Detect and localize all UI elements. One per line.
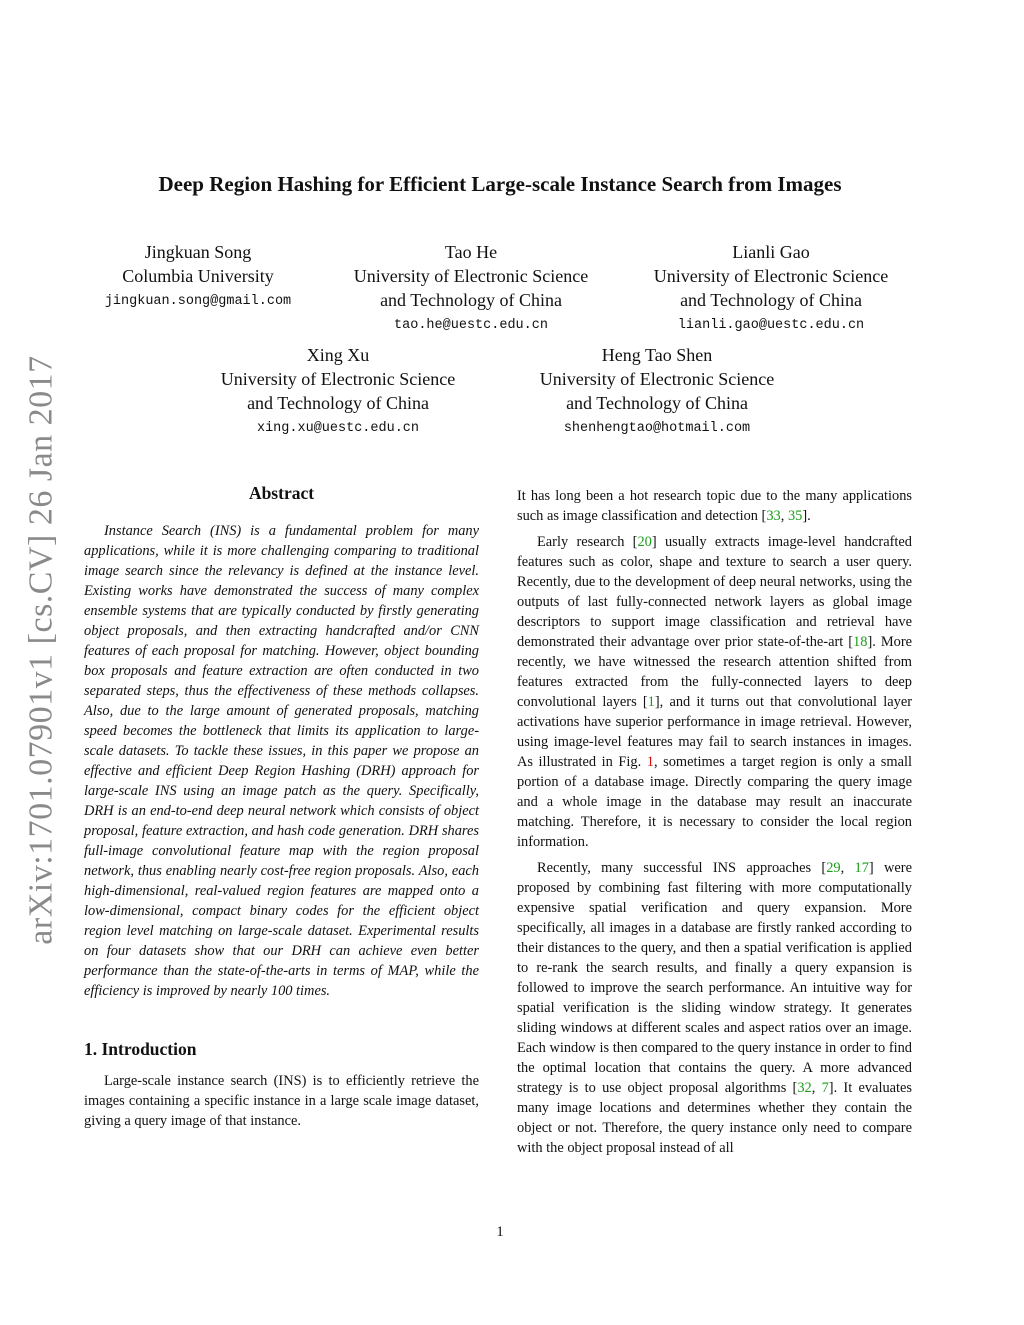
author-block xyxy=(631,240,911,336)
body-paragraph: Early research [20] usually extracts image-level handcrafted features such as color, shape and texture to search a user query. Recently, due to the development of deep neural networks, using the outputs of last fully-connected network layers as global image descriptors to support image classification and retrieval have demonstrated their advantage over prior state-of-the-art [18]. More recently, we have witnessed the research attention shifted from features extracted from the fully-connected layers to deep convolutional layers [1], and it turns out that convolutional layer activations have superior performance in image retrieval. However, using image-level features may fail to search instances in images. As illustrated in Fig. 1, sometimes a target region is only a small portion of a database image. Directly comparing the query image and a whole image in the database may result an inaccurate matching. Therefore, it is necessary to consider the local region information. xyxy=(517,534,912,850)
page-number: 1 xyxy=(496,1224,504,1240)
author-affiliation: and Technology of China xyxy=(380,290,562,310)
abstract-text: Instance Search (INS) is a fundamental problem for many applications, while it is more challenging comparing to traditional image search since the relevancy is defined at the instance level. Existing works have demonstrated the success of many complex ensemble systems that are typically conducted by firstly generating object proposals, and then extracting handcrafted and/or CNN features of each proposal for matching. However, object bounding box proposals and feature extraction are often conducted in two separated steps, thus the effectiveness of these methods collapses. Also, due to the large amount of generated proposals, matching speed becomes the bottleneck that limits its application to large-scale datasets. To tackle these issues, in this paper we propose an effective and efficient Deep Region Hashing (DRH) approach for large-scale INS using an image patch as the query. Specifically, DRH is an end-to-end deep neural network which consists of object proposal, feature extraction, and hash code generation. DRH shares full-image convolutional feature map with the region proposal network, thus enabling nearly cost-free region proposals. Also, each high-dimensional, real-valued region features are mapped onto a low-dimensional, compact binary codes for the efficient object region level matching on large-scale dataset. Experimental results on four datasets show that our DRH can achieve even better performance than the state-of-the-arts in terms of MAP, while the efficiency is improved by nearly 100 times. xyxy=(84,523,479,999)
author-affiliation: University of Electronic Science xyxy=(220,369,456,389)
author-email[interactable]: jingkuan.song@gmail.com xyxy=(104,294,292,309)
paper-title: Deep Region Hashing for Efficient Large-scale Instance Search from Images xyxy=(158,172,842,196)
author-block xyxy=(331,240,611,336)
author-name: Heng Tao Shen xyxy=(601,345,713,365)
citation-link[interactable]: 29 xyxy=(826,860,841,876)
citation-link[interactable]: 32 xyxy=(797,1080,812,1096)
body-paragraph: Recently, many successful INS approaches [29, 17] were proposed by combining fast filtering with more computationally expensive spatial verification and query expansion. More specifically, all images in a database are firstly ranked according to their distances to the query, and then a spatial verification is applied to re-rank the search results, and finally a query expansion is followed to improve the search performance. An intuitive way for spatial verification is the sliding window strategy. It generates sliding windows at different scales and aspect ratios over an image. Each window is then compared to the query instance in order to find the optimal location that contains the query. A more advanced strategy is to use object proposal algorithms [32, 7]. It evaluates many image locations and determines whether they contain the object or not. Therefore, the query instance only need to compare with the object proposal instead of all xyxy=(517,860,913,1156)
citation-link[interactable]: 17 xyxy=(854,860,869,876)
author-block xyxy=(80,240,316,312)
author-email[interactable]: shenhengtao@hotmail.com xyxy=(563,421,751,436)
author-affiliation: University of Electronic Science xyxy=(539,369,775,389)
author-affiliation: Columbia University xyxy=(122,266,274,286)
citation-link[interactable]: 7 xyxy=(821,1080,829,1096)
citation-link[interactable]: 1 xyxy=(647,694,655,710)
author-email[interactable]: lianli.gao@uestc.edu.cn xyxy=(677,318,865,333)
author-affiliation: and Technology of China xyxy=(566,393,748,413)
citation-link[interactable]: 20 xyxy=(637,534,652,550)
author-email[interactable]: tao.he@uestc.edu.cn xyxy=(394,318,548,333)
citation-link[interactable]: 35 xyxy=(787,508,803,524)
citation-link[interactable]: 33 xyxy=(766,508,781,524)
left-column xyxy=(84,483,479,1137)
introduction-heading: 1. Introduction xyxy=(84,1039,197,1059)
introduction-paragraph: Large-scale instance search (INS) is to efficiently retrieve the images containing a specific instance in a large scale image dataset, giving a query image of that instance. xyxy=(84,1073,479,1129)
body-paragraph: It has long been a hot research topic due to the many applications such as image classification and detection [33, 35]. xyxy=(517,488,912,524)
author-affiliation: University of Electronic Science xyxy=(353,266,589,286)
right-column xyxy=(517,486,912,1164)
citation-link[interactable]: 18 xyxy=(853,634,868,650)
arxiv-identifier: arXiv:1701.07901v1 [cs.CV] 26 Jan 2017 xyxy=(23,355,61,945)
author-affiliation: and Technology of China xyxy=(680,290,862,310)
author-affiliation: University of Electronic Science xyxy=(653,266,889,286)
author-affiliation: and Technology of China xyxy=(247,393,429,413)
author-name: Xing Xu xyxy=(306,345,370,365)
figure-link[interactable]: 1 xyxy=(646,754,654,770)
author-email[interactable]: xing.xu@uestc.edu.cn xyxy=(256,421,420,436)
author-block xyxy=(517,343,797,439)
abstract-heading: Abstract xyxy=(248,483,315,503)
author-block xyxy=(198,343,478,439)
author-name: Lianli Gao xyxy=(732,242,810,262)
arxiv-side-stamp xyxy=(22,355,62,945)
author-name: Tao He xyxy=(444,242,498,262)
author-name: Jingkuan Song xyxy=(144,242,252,262)
